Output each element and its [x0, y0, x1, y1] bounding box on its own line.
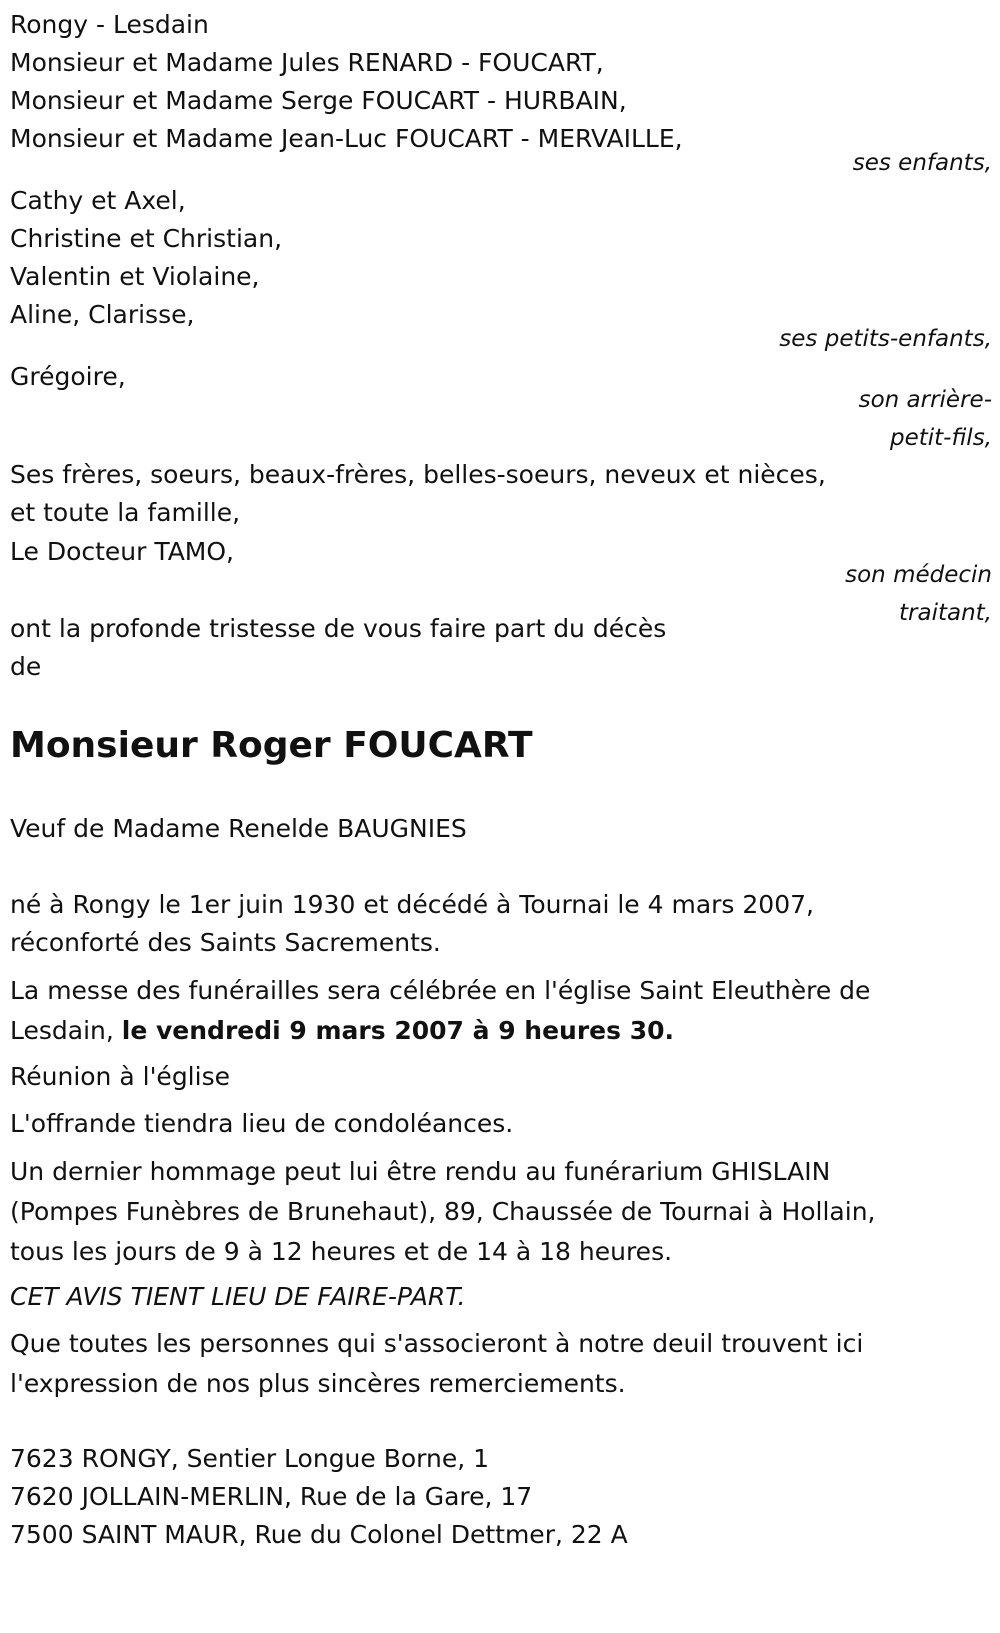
grandchild-line-2: Christine et Christian, [10, 224, 283, 253]
funeral-mass [10, 971, 970, 1051]
doctor-role-1: son médecin [845, 562, 992, 588]
doctor-role-2: traitant, [899, 600, 992, 626]
widow-of: Veuf de Madame Renelde BAUGNIES [10, 814, 467, 843]
children-role: ses enfants, [852, 150, 992, 176]
child-line-1: Monsieur et Madame Jules RENARD - FOUCART, [10, 48, 604, 77]
family-line-2: et toute la famille, [10, 498, 241, 527]
grandchild-line-3: Valentin et Violaine, [10, 262, 260, 291]
deceased-name: Monsieur Roger FOUCART [10, 725, 533, 766]
address-line-2: 7620 JOLLAIN-MERLIN, Rue de la Gare, 17 [10, 1482, 533, 1511]
family-line-3: Le Docteur TAMO, [10, 537, 234, 566]
announcement-line-2: de [10, 652, 42, 681]
birth-death-line-2: réconforté des Saints Sacrements. [10, 928, 441, 957]
header-location: Rongy - Lesdain [10, 10, 209, 39]
grandchild-line-1: Cathy et Axel, [10, 186, 186, 215]
family-line-1: Ses frères, soeurs, beaux-frères, belles-soeurs, neveux et nièces, [10, 460, 826, 489]
announcement-line-1: ont la profonde tristesse de vous faire part du décès [10, 614, 667, 643]
great-grandchild-role-1: son arrière- [858, 387, 992, 413]
address-line-1: 7623 RONGY, Sentier Longue Borne, 1 [10, 1444, 490, 1473]
child-line-2: Monsieur et Madame Serge FOUCART - HURBAIN, [10, 86, 627, 115]
church-meeting: Réunion à l'église [10, 1062, 230, 1091]
grandchild-line-4: Aline, Clarisse, [10, 300, 195, 329]
thanks-note: Que toutes les personnes qui s'associeront à notre deuil trouvent ici l'expression de nos plus sincères remerciements. [10, 1329, 864, 1398]
grandchildren-role: ses petits-enfants, [779, 326, 992, 352]
address-line-3: 7500 SAINT MAUR, Rue du Colonel Dettmer, 22 A [10, 1520, 628, 1549]
tribute-note: Un dernier hommage peut lui être rendu au funérarium GHISLAIN (Pompes Funèbres de Brunehaut), 89, Chaussée de Tournai à Hollain, tous les jours de 9 à 12 heures et de 14 à 18 heures. [10, 1157, 876, 1266]
funeral-mass-text: La messe des funérailles sera célébrée en l'église Saint Eleuthère de Lesdain, [10, 976, 871, 1045]
notice-statement: CET AVIS TIENT LIEU DE FAIRE-PART. [10, 1282, 466, 1311]
funeral-mass-date: le vendredi 9 mars 2007 à 9 heures 30. [121, 1016, 675, 1045]
great-grandchild-line: Grégoire, [10, 362, 126, 391]
child-line-3: Monsieur et Madame Jean-Luc FOUCART - MERVAILLE, [10, 124, 683, 153]
birth-death-line-1: né à Rongy le 1er juin 1930 et décédé à Tournai le 4 mars 2007, [10, 890, 814, 919]
offering-note: L'offrande tiendra lieu de condoléances. [10, 1109, 514, 1138]
great-grandchild-role-2: petit-fils, [889, 425, 992, 451]
